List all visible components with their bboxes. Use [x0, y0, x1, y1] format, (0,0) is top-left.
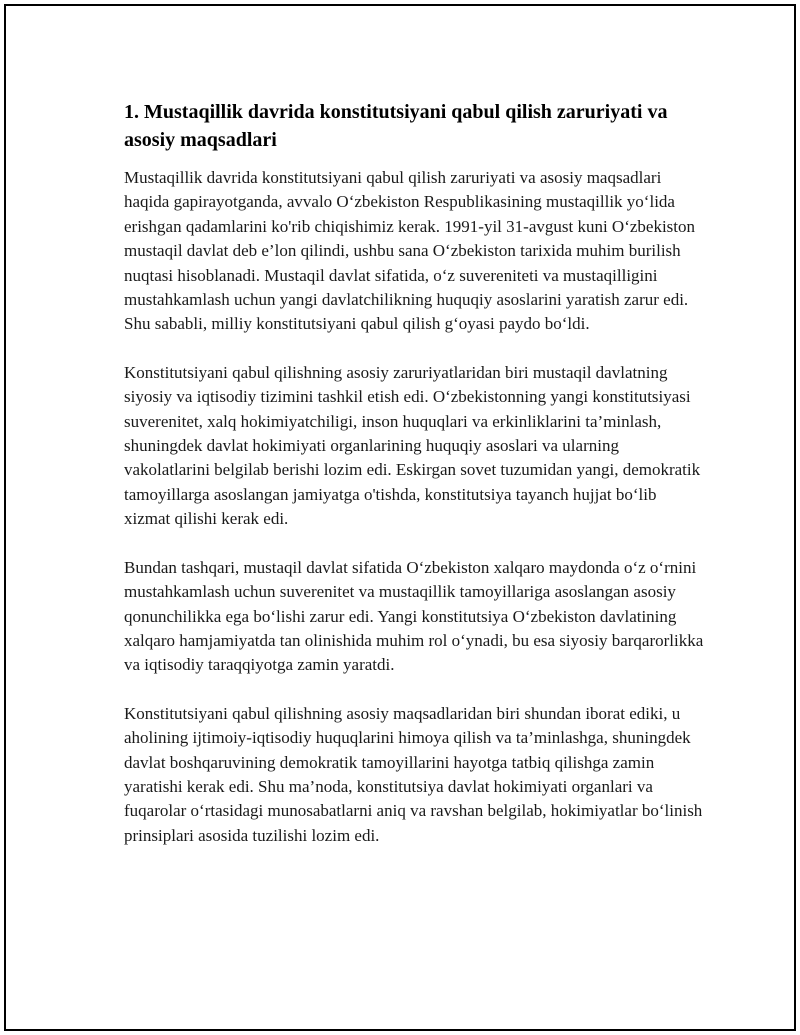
- paragraph-3: Bundan tashqari, mustaqil davlat sifatida O‘zbekiston xalqaro maydonda o‘z o‘rnini mustahkamlash uchun suverenitet va mustaqillik tamoyillariga asoslangan asosiy qonunchilikka ega bo‘lishi zarur edi. Yangi konstitutsiya O‘zbekiston davlatining xalqaro hamjamiyatda tan olinishida muhim rol o‘ynadi, bu esa siyosiy barqarorlikka va iqtisodiy taraqqiyotga zamin yaratdi.: [124, 557, 704, 675]
- document-body: [124, 98, 704, 872]
- paragraph-1: Mustaqillik davrida konstitutsiyani qabul qilish zaruriyati va asosiy maqsadlari haqida gapirayotganda, avvalo O‘zbekiston Respublikasining mustaqillik yo‘lida erishgan qadamlarini ko'rib chiqishimiz kerak. 1991-yil 31-avgust kuni O‘zbekiston mustaqil davlat deb e’lon qilindi, ushbu sana O‘zbekiston tarixida muhim burilish nuqtasi hisoblanadi. Mustaqil davlat sifatida, o‘z suvereniteti va mustaqilligini mustahkamlash uchun yangi davlatchilikning huquqiy asoslarini yaratish zarur edi. Shu sababli, milliy konstitutsiyani qabul qilish g‘oyasi paydo bo‘ldi.: [124, 168, 696, 334]
- paragraph-4: Konstitutsiyani qabul qilishning asosiy maqsadlaridan biri shundan iborat ediki, u aholining ijtimoiy-iqtisodiy huquqlarini himoya qilish va ta’minlashga, shuningdek davlat boshqaruvining demokratik tamoyillarini hayotga tatbiq qilishga zamin yaratishi kerak edi. Shu ma’noda, konstitutsiya davlat hokimiyati organlari va fuqarolar o‘rtasidagi munosabatlarni aniq va ravshan belgilab, hokimiyatlar bo‘linish prinsiplari asosida tuzilishi lozim edi.: [124, 703, 703, 845]
- document-title: 1. Mustaqillik davrida konstitutsiyani qabul qilish zaruriyati va asosiy maqsadlari: [124, 101, 668, 151]
- page-frame: [4, 4, 796, 1031]
- paragraph-2: Konstitutsiyani qabul qilishning asosiy zaruriyatlaridan biri mustaqil davlatning siyosiy va iqtisodiy tizimini tashkil etish edi. O‘zbekistonning yangi konstitutsiyasi suverenitet, xalq hokimiyatchiligi, inson huquqlari va erkinliklarini ta’minlash, shuningdek davlat hokimiyati organlarining huquqiy asoslari va ularning vakolatlarini belgilab berishi lozim edi. Eskirgan sovet tuzumidan yangi, demokratik tamoyillarga asoslangan jamiyatga o'tishda, konstitutsiya tayanch hujjat bo‘lib xizmat qilishi kerak edi.: [124, 362, 701, 529]
